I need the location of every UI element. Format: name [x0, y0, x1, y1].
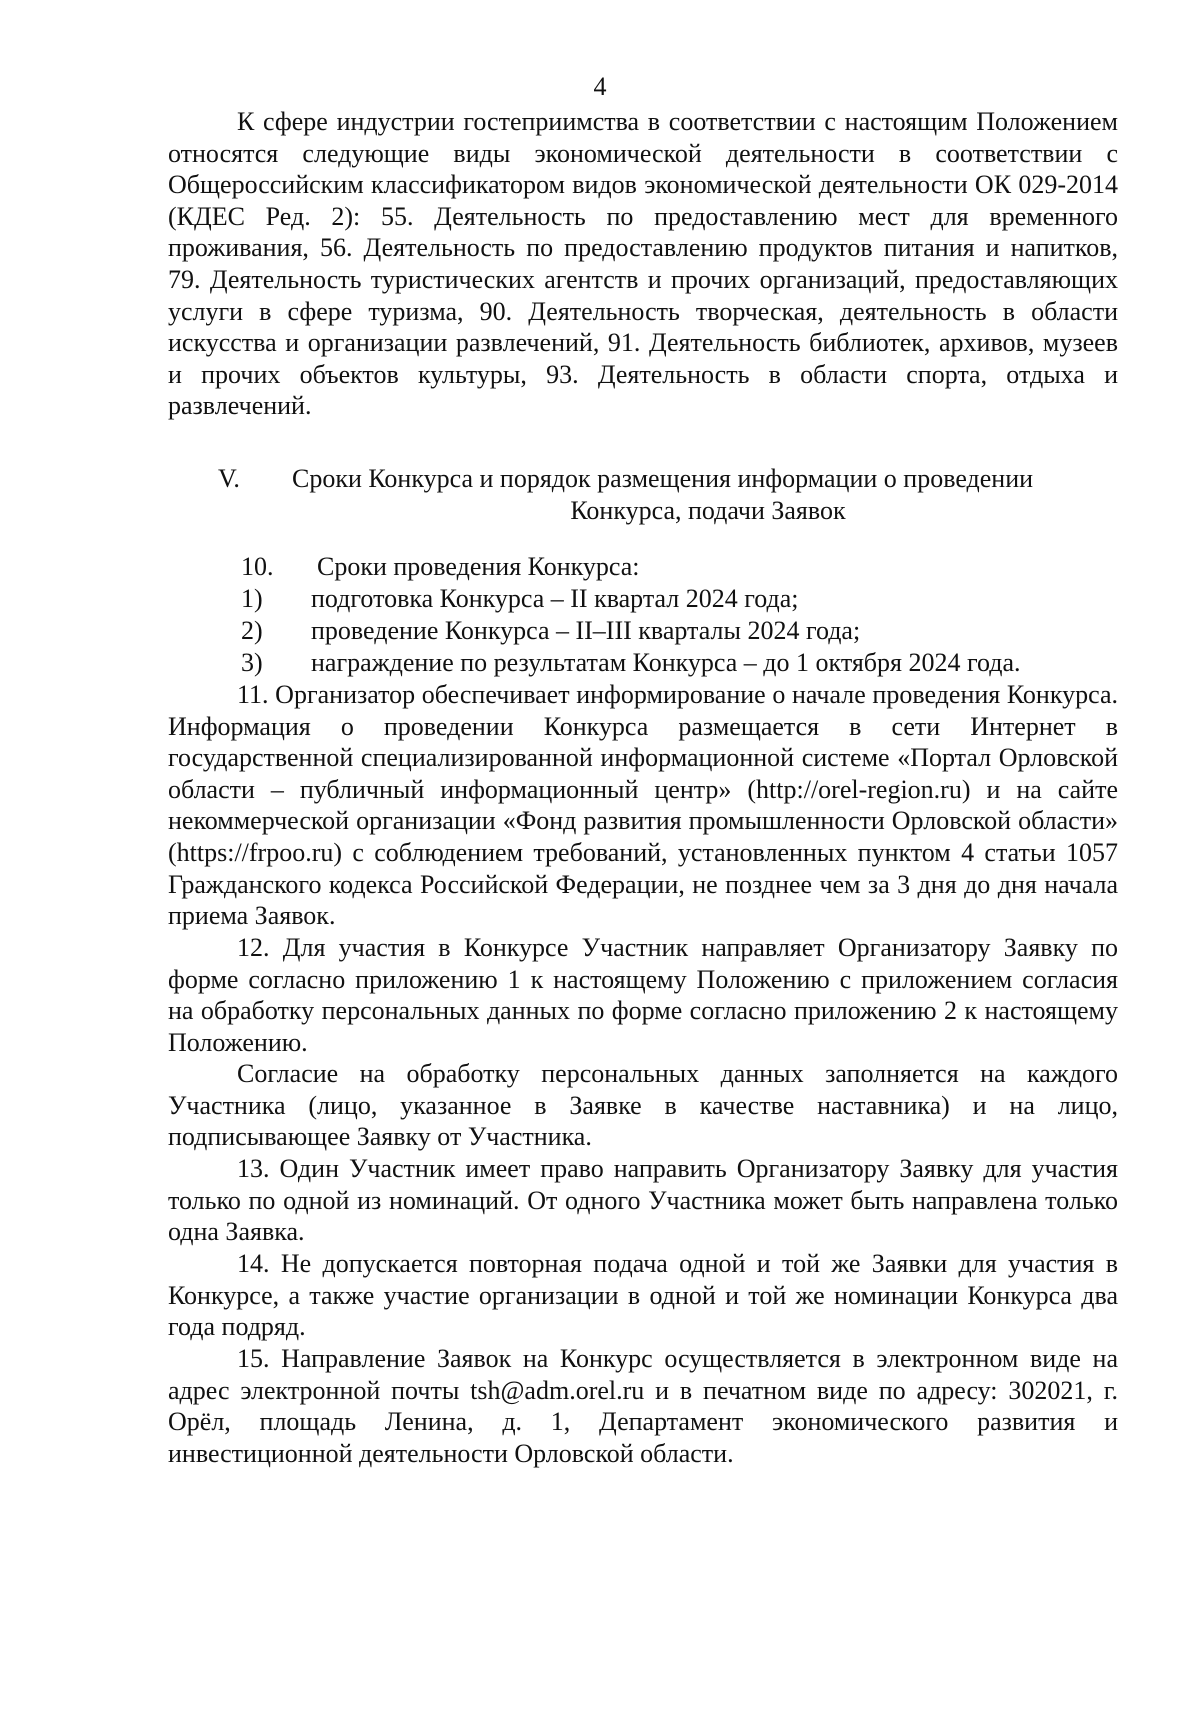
item-10-number: 10.	[241, 552, 274, 581]
item-14-paragraph: 14. Не допускается повторная подача одной и той же Заявки для участия в Конкурсе, а также участие организации в одной и той же номинации Конкурса два года подряд.	[168, 1249, 1118, 1342]
item-12-paragraph: 12. Для участия в Конкурсе Участник направляет Организатору Заявку по форме согласно приложению 1 к настоящему Положению с приложением согласия на обработку персональных данных по форме согласно приложению 2 к настоящему Положению.	[168, 933, 1118, 1057]
section-number: V.	[218, 464, 240, 493]
subitem-2-number: 2)	[241, 616, 263, 645]
subitem-3-number: 3)	[241, 648, 263, 677]
item-11-paragraph: 11. Организатор обеспечивает информирование о начале проведения Конкурса. Информация о проведении Конкурса размещается в сети Интернет в государственной специализированной информационной системе «Портал Орловской области – публичный информационный центр» (http://orel-region.ru) и на сайте некоммерческой организации «Фонд развития промышленности Орловской области» (https://frpoo.ru) с соблюдением требований, установленных пунктом 4 статьи 1057 Гражданского кодекса Российской Федерации, не позднее чем за 3 дня до дня начала приема Заявок.	[168, 680, 1118, 931]
subitem-3-text: награждение по результатам Конкурса – до 1 октября 2024 года.	[311, 648, 1021, 677]
item-13-paragraph: 13. Один Участник имеет право направить Организатору Заявку для участия только по одной из номинаций. От одного Участника может быть направлена только одна Заявка.	[168, 1154, 1118, 1247]
item-15-paragraph: 15. Направление Заявок на Конкурс осуществляется в электронном виде на адрес электронной почты tsh@adm.orel.ru и в печатном виде по адресу: 302021, г. Орёл, площадь Ленина, д. 1, Департамент экономического развития и инвестиционной деятельности Орловской области.	[168, 1344, 1118, 1468]
intro-paragraph: К сфере индустрии гостеприимства в соответствии с настоящим Положением относятся следующие виды экономической деятельности в соответствии с Общероссийским классификатором видов экономической деятельности ОК 029-2014 (КДЕС Ред. 2): 55. Деятельность по предоставлению мест для временного проживания, 56. Деятельность по предоставлению продуктов питания и напитков, 79. Деятельность туристических агентств и прочих организаций, предоставляющих услуги в сфере туризма, 90. Деятельность творческая, деятельность в области искусства и организации развлечений, 91. Деятельность библиотек, архивов, музеев и прочих объектов культуры, 93. Деятельность в области спорта, отдыха и развлечений.	[168, 107, 1118, 421]
subitem-2-text: проведение Конкурса – II–III кварталы 2024 года;	[311, 616, 861, 645]
item-12-consent-paragraph: Согласие на обработку персональных данных заполняется на каждого Участника (лицо, указанное в Заявке в качестве наставника) и на лицо, подписывающее Заявку от Участника.	[168, 1059, 1118, 1152]
item-10-text: Сроки проведения Конкурса:	[317, 552, 640, 581]
section-title-line1: Сроки Конкурса и порядок размещения информации о проведении	[292, 464, 1034, 493]
section-title-line2: Конкурса, подачи Заявок	[570, 496, 846, 525]
subitem-1-text: подготовка Конкурса – II квартал 2024 года;	[311, 584, 799, 613]
page-number: 4	[593, 72, 607, 101]
subitem-1-number: 1)	[241, 584, 263, 613]
